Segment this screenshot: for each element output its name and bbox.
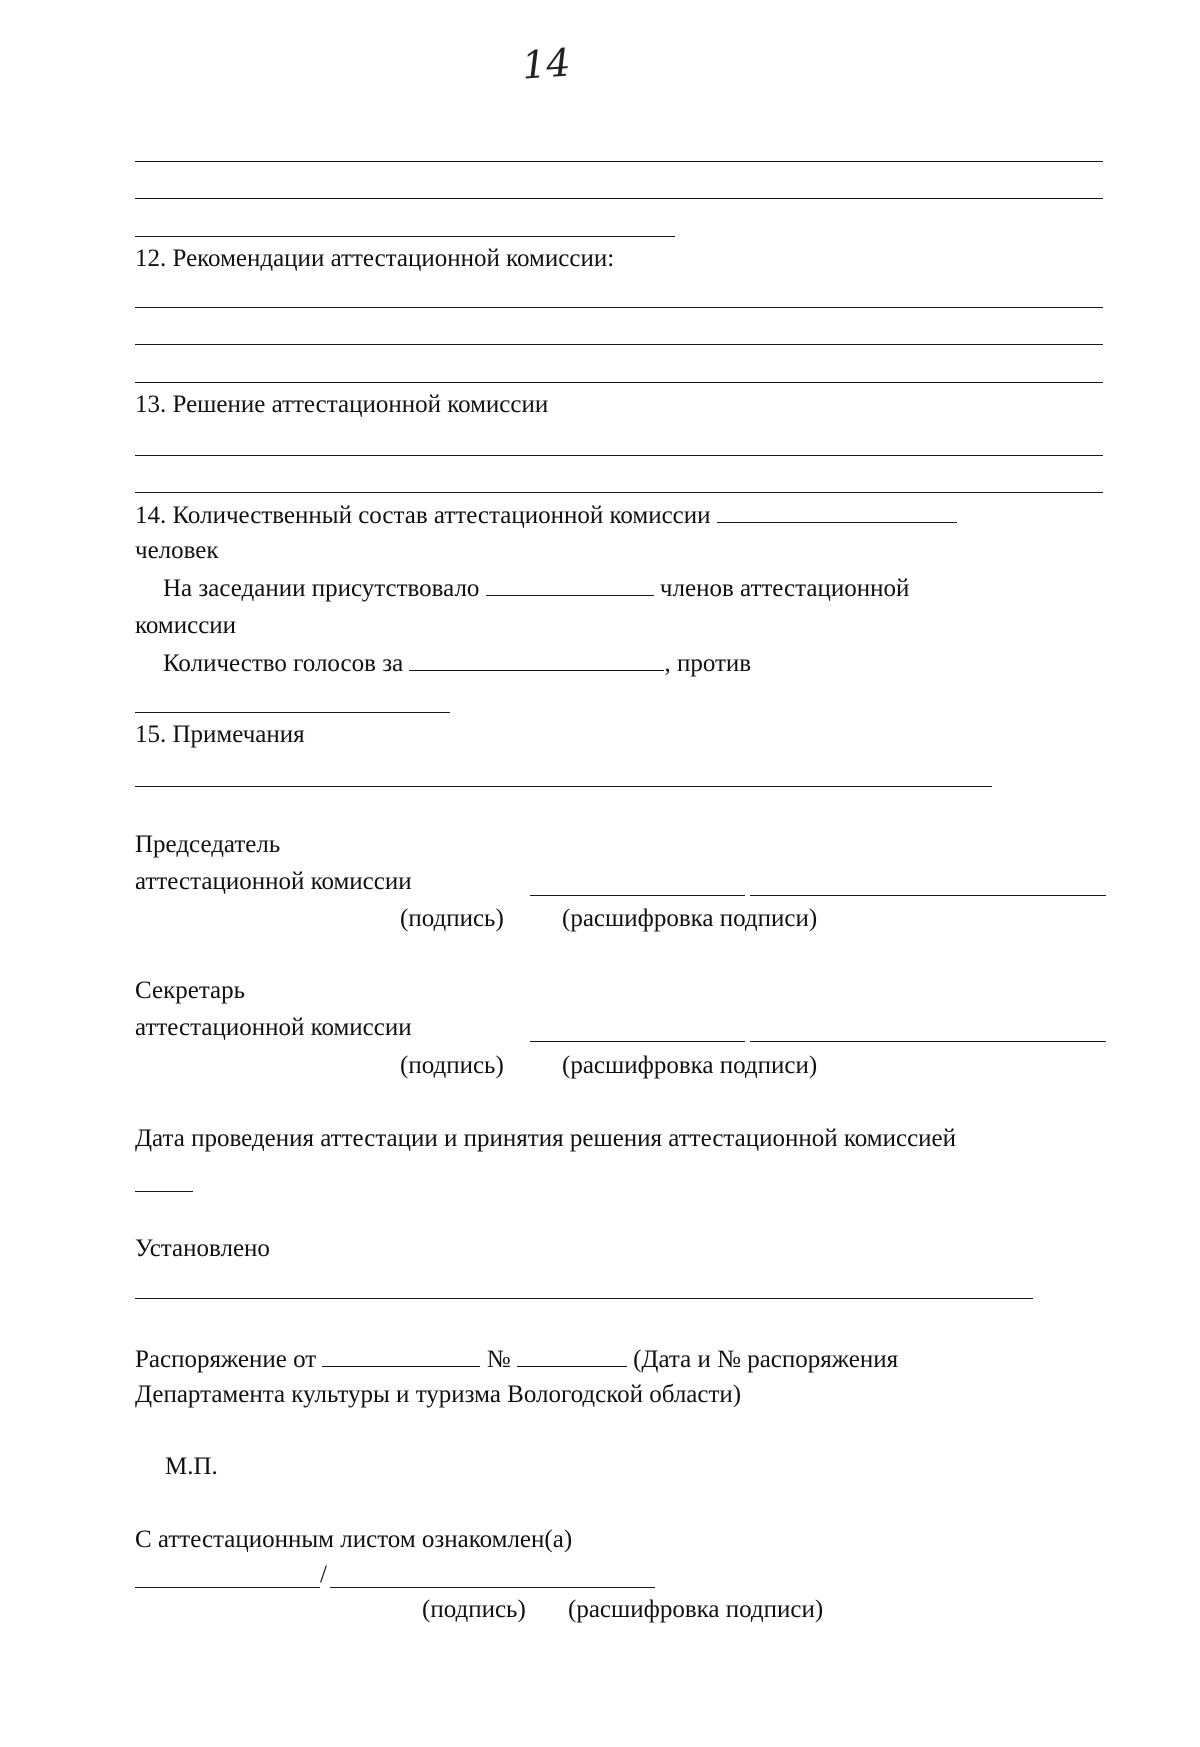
- order-date-blank[interactable]: [322, 1344, 480, 1367]
- chairman-signature-caption: (подпись): [400, 905, 504, 932]
- fill-line: [135, 382, 1103, 383]
- chairman-signature-blank[interactable]: [530, 895, 745, 896]
- votes-against-blank[interactable]: [135, 712, 450, 713]
- order-note-line1: (Дата и № распоряжения: [633, 1346, 899, 1373]
- fill-line: [135, 455, 1103, 456]
- fill-line: [135, 198, 1103, 199]
- order-line: [135, 1344, 898, 1375]
- acquainted-decoding-caption: (расшифровка подписи): [568, 1596, 824, 1623]
- order-number-sign: №: [486, 1346, 511, 1373]
- secretary-decoding-blank[interactable]: [750, 1041, 1106, 1042]
- acquainted-signature-blank[interactable]: [135, 1587, 320, 1588]
- acquainted-signature-caption: (подпись): [422, 1596, 526, 1623]
- secretary-decoding-caption: (расшифровка подписи): [562, 1052, 818, 1079]
- members-count-blank[interactable]: [717, 500, 957, 523]
- attestation-date-blank[interactable]: [135, 1191, 193, 1192]
- secretary-signature-caption: (подпись): [400, 1052, 504, 1079]
- chairman-title: Председатель: [135, 831, 281, 858]
- seal-label: М.П.: [165, 1453, 218, 1480]
- present-count-blank[interactable]: [486, 573, 654, 596]
- page-number: 14: [520, 40, 572, 88]
- section14-heading-line: [135, 500, 957, 531]
- chairman-decoding-caption: (расшифровка подписи): [562, 905, 818, 932]
- votes-line: [163, 648, 751, 679]
- fill-line: [135, 161, 1103, 162]
- acquainted-label: С аттестационным листом ознакомлен(а): [135, 1526, 573, 1553]
- votes-against: , против: [664, 650, 752, 677]
- secretary-commission: аттестационной комиссии: [135, 1014, 412, 1041]
- order-note-line2: Департамента культуры и туризма Вологодской области): [135, 1381, 742, 1408]
- section14-heading: 14. Количественный состав аттестационной комиссии: [135, 502, 711, 529]
- fill-line: [135, 786, 992, 787]
- fill-line: [135, 492, 1103, 493]
- order-prefix: Распоряжение от: [135, 1346, 317, 1373]
- chairman-decoding-blank[interactable]: [750, 895, 1106, 896]
- votes-for-blank[interactable]: [409, 648, 664, 671]
- secretary-signature-blank[interactable]: [530, 1041, 745, 1042]
- established-blank[interactable]: [135, 1298, 1033, 1299]
- chairman-commission: аттестационной комиссии: [135, 868, 412, 895]
- fill-line: [135, 236, 675, 237]
- established-label: Установлено: [135, 1235, 270, 1262]
- present-suffix: членов аттестационной: [659, 575, 910, 602]
- fill-line: [135, 344, 1103, 345]
- present-line: [163, 573, 909, 604]
- secretary-title: Секретарь: [135, 977, 246, 1004]
- votes-prefix: Количество голосов за: [163, 650, 404, 677]
- section13-heading: 13. Решение аттестационной комиссии: [135, 391, 549, 418]
- order-number-blank[interactable]: [517, 1344, 627, 1367]
- section12-heading: 12. Рекомендации аттестационной комиссии:: [135, 245, 615, 272]
- present-prefix: На заседании присутствовало: [163, 575, 480, 602]
- section14-unit: человек: [135, 537, 219, 564]
- acquainted-slash: /: [320, 1561, 327, 1588]
- acquainted-decoding-blank[interactable]: [330, 1587, 655, 1588]
- attestation-date-label: Дата проведения аттестации и принятия решения аттестационной комиссией: [135, 1125, 957, 1152]
- present-suffix2: комиссии: [135, 612, 237, 639]
- section15-heading: 15. Примечания: [135, 721, 305, 748]
- fill-line: [135, 307, 1103, 308]
